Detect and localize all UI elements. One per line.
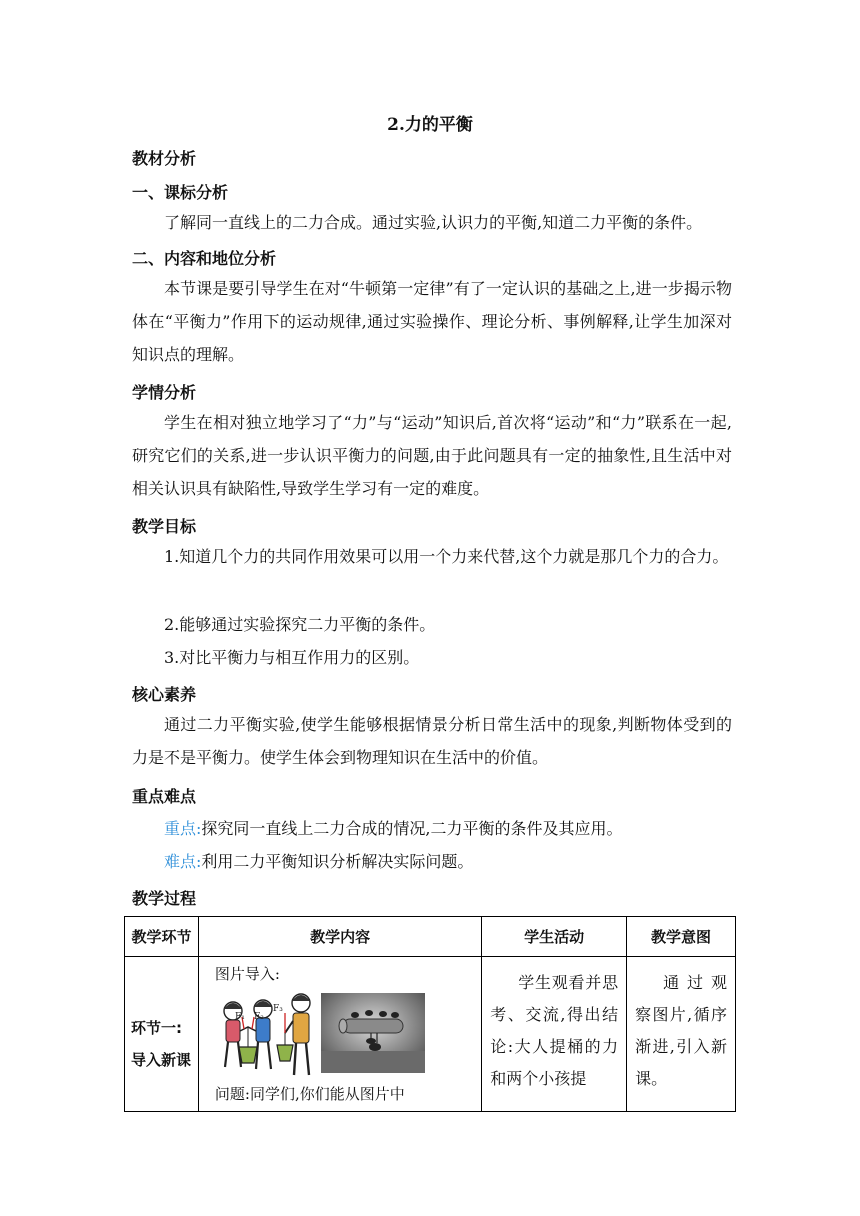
goal-item-1: 1.知道几个力的共同作用效果可以用一个力来代替,这个力就是那几个力的合力。 (164, 547, 729, 566)
table-header-row (125, 917, 736, 957)
intent-cell: 通过观察图片,循序渐进,引入新课。 (627, 957, 736, 1112)
difficult-point (132, 845, 732, 878)
heading-textbook-analysis: 教材分析 (132, 149, 197, 168)
activity-cell: 学生观看并思考、交流,得出结论:大人提桶的力和两个小孩提 (482, 957, 627, 1112)
page-title: 2.力的平衡 (387, 115, 473, 135)
heading-content: 二、内容和地位分析 (132, 249, 277, 268)
goal-item-2: 2.能够通过实验探究二力平衡的条件。 (164, 615, 436, 634)
force-label-f1: F₁ (234, 1012, 245, 1022)
children-carrying-bucket-illustration (211, 989, 321, 1081)
difficult-point-text: 利用二力平衡知识分析解决实际问题。 (201, 852, 474, 871)
goal-item-3: 3.对比平衡力与相互作用力的区别。 (164, 648, 420, 667)
table-header: 教学意图 (627, 917, 736, 957)
key-point-text: 探究同一直线上二力合成的情况,二力平衡的条件及其应用。 (201, 819, 623, 838)
heading-core: 核心素养 (132, 685, 197, 704)
force-label-f3: F₃ (272, 1004, 283, 1014)
table-header: 学生活动 (482, 917, 627, 957)
difficult-point-label: 难点: (164, 852, 202, 871)
heading-curriculum: 一、课标分析 (132, 183, 229, 202)
table-row (125, 957, 736, 1112)
force-label-f2: F₂ (253, 1012, 264, 1022)
process-table (124, 916, 736, 1112)
heading-learner: 学情分析 (132, 383, 197, 402)
table-header: 教学内容 (198, 917, 481, 957)
paragraph-content: 本节课是要引导学生在对“牛顿第一定律”有了一定认识的基础之上,进一步揭示物体在“平衡力”作用下的运动规律,通过实验操作、理论分析、事例解释,让学生加深对知识点的理解。 (132, 279, 732, 364)
heading-process: 教学过程 (132, 889, 197, 908)
picture-question-text: 问题:同学们,你们能从图片中 (214, 1085, 405, 1103)
key-point-label: 重点: (164, 819, 202, 838)
content-cell (198, 957, 481, 1112)
ants-carrying-log-photo (321, 993, 425, 1073)
picture-intro-text: 图片导入: (214, 965, 280, 983)
paragraph-curriculum: 了解同一直线上的二力合成。通过实验,认识力的平衡,知道二力平衡的条件。 (164, 213, 703, 232)
heading-goals: 教学目标 (132, 517, 197, 536)
heading-key: 重点难点 (132, 787, 197, 806)
stage-cell: 环节一:导入新课 (125, 957, 199, 1112)
table-header: 教学环节 (125, 917, 199, 957)
paragraph-core: 通过二力平衡实验,使学生能够根据情景分析日常生活中的现象,判断物体受到的力是不是平衡力。使学生体会到物理知识在生活中的价值。 (132, 715, 732, 767)
paragraph-learner: 学生在相对独立地学习了“力”与“运动”知识后,首次将“运动”和“力”联系在一起,研究它们的关系,进一步认识平衡力的问题,由于此问题具有一定的抽象性,且生活中对相关认识具有缺陷性,导致学生学习有一定的难度。 (132, 413, 732, 498)
key-point (132, 812, 732, 845)
